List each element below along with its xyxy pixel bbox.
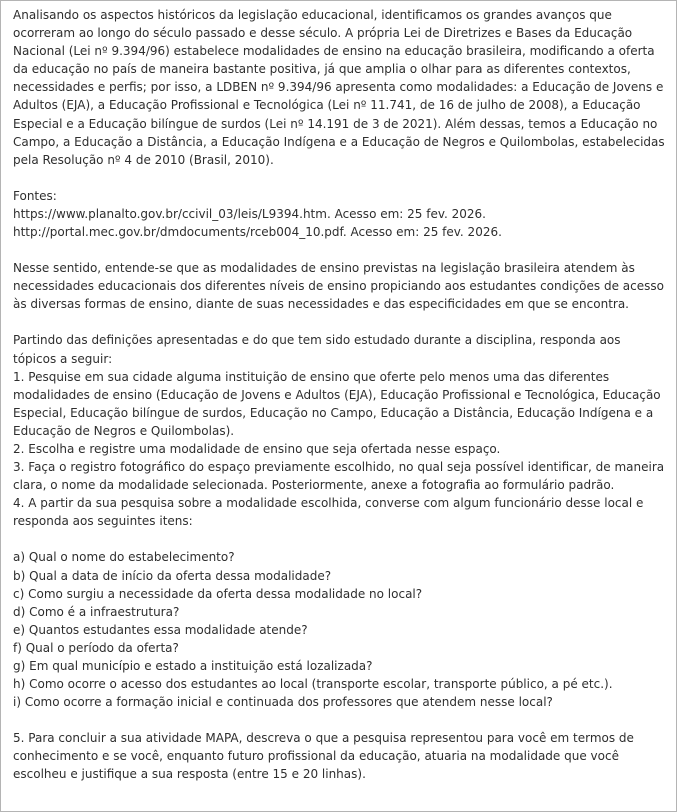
question-b: b) Qual a data de início da oferta dessa modalidade? [13,568,332,583]
question-a: a) Qual o nome do estabelecimento? [13,550,235,565]
spacer [13,711,665,729]
task-item-4: 4. A partir da sua pesquisa sobre a modalidade escolhida, converse com algum funcionário desse local e responda aos seguintes itens: [13,496,644,529]
question-e: e) Quantos estudantes essa modalidade atende? [13,622,308,637]
question-c: c) Como surgiu a necessidade da oferta dessa modalidade no local? [13,586,423,601]
task-item-2: 2. Escolha e registre uma modalidade de ensino que seja ofertada nesse espaço. [13,441,501,456]
question-g: g) Em qual município e estado a instituição está lozalizada? [13,659,373,673]
conclusion-paragraph: 5. Para concluir a sua atividade MAPA, descreva o que a pesquisa representou para você em termos de conhecimento e se você, enquanto futuro profissional da educação, atuaria na modalidade que você escolheu e justifique a sua resposta (entre 15 e 20 linhas). [13,731,634,782]
question-i: i) Como ocorre a formação inicial e continuada dos professores que atendem nesse local? [13,695,553,710]
question-f: f) Qual o período da oferta? [13,640,179,655]
document-body [13,6,665,784]
intro-paragraph: Analisando os aspectos históricos da legislação educacional, identificamos os grandes avanços que ocorreram ao longo do século passado e desse século. A própria Lei de Diretrizes e Bases da Educação Nacional (Lei nº 9.394/96) estabelece modalidades de ensino na educação brasileira, modificando a oferta da educação no país de maneira bastante positiva, já que amplia o olhar para as diferentes contextos, necessidades e perfis; por isso, a LDBEN nº 9.394/96 apresenta como modalidades: a Educação de Jovens e Adultos (EJA), a Educação Profissional e Tecnológica (Lei nº 11.741, de 16 de julho de 2008), a Educação Especial e a Educação bilíngue de surdos (Lei nº 14.191 de 3 de 2021). Além dessas, temos a Educação no Campo, a Educação a Distância, a Educação Indígena e a Educação de Negros e Quilombolas, estabelecidas pela Resolução nº 4 de 2010 (Brasil, 2010). [13,8,665,167]
context-paragraph: Nesse sentido, entende-se que as modalidades de ensino previstas na legislação brasileira atendem às necessidades educacionais dos diferentes níveis de ensino propiciando aos estudantes condições de acesso às diversas formas de ensino, diante de suas necessidades e das especificidades em que se encontra. [13,261,664,312]
source-link-mec: http://portal.mec.gov.br/dmdocuments/rceb004_10.pdf. Acesso em: 25 fev. 2026. [13,225,502,240]
spacer [13,241,665,259]
task-item-3: 3. Faça o registro fotográfico do espaço previamente escolhido, no qual seja possível identificar, de maneira clara, o nome da modalidade selecionada. Posteriormente, anexe a fotografia ao formulário padrão. [13,460,665,493]
task-item-1: 1. Pesquise em sua cidade alguma instituição de ensino que oferte pelo menos uma das diferentes modalidades de ensino (Educação de Jovens e Adultos (EJA), Educação Profissional e Tecnológica, Educação Especial, Educação bilíngue de surdos, Educação no Campo, Educação a Distância, Educação Indígena e a Educação de Negros e Quilombolas). [13,369,661,438]
source-link-planalto: https://www.planalto.gov.br/ccivil_03/leis/L9394.htm. Acesso em: 25 fev. 2026. [13,206,486,221]
spacer [13,169,665,187]
tasks-intro: Partindo das definições apresentadas e do que tem sido estudado durante a disciplina, responda aos tópicos a seguir: [13,333,621,366]
spacer [13,313,665,331]
question-d: d) Como é a infraestrutura? [13,604,180,619]
sources-heading: Fontes: [13,188,57,203]
spacer [13,530,665,548]
question-h: h) Como ocorre o acesso dos estudantes ao local (transporte escolar, transporte público, a pé etc.). [13,677,613,692]
